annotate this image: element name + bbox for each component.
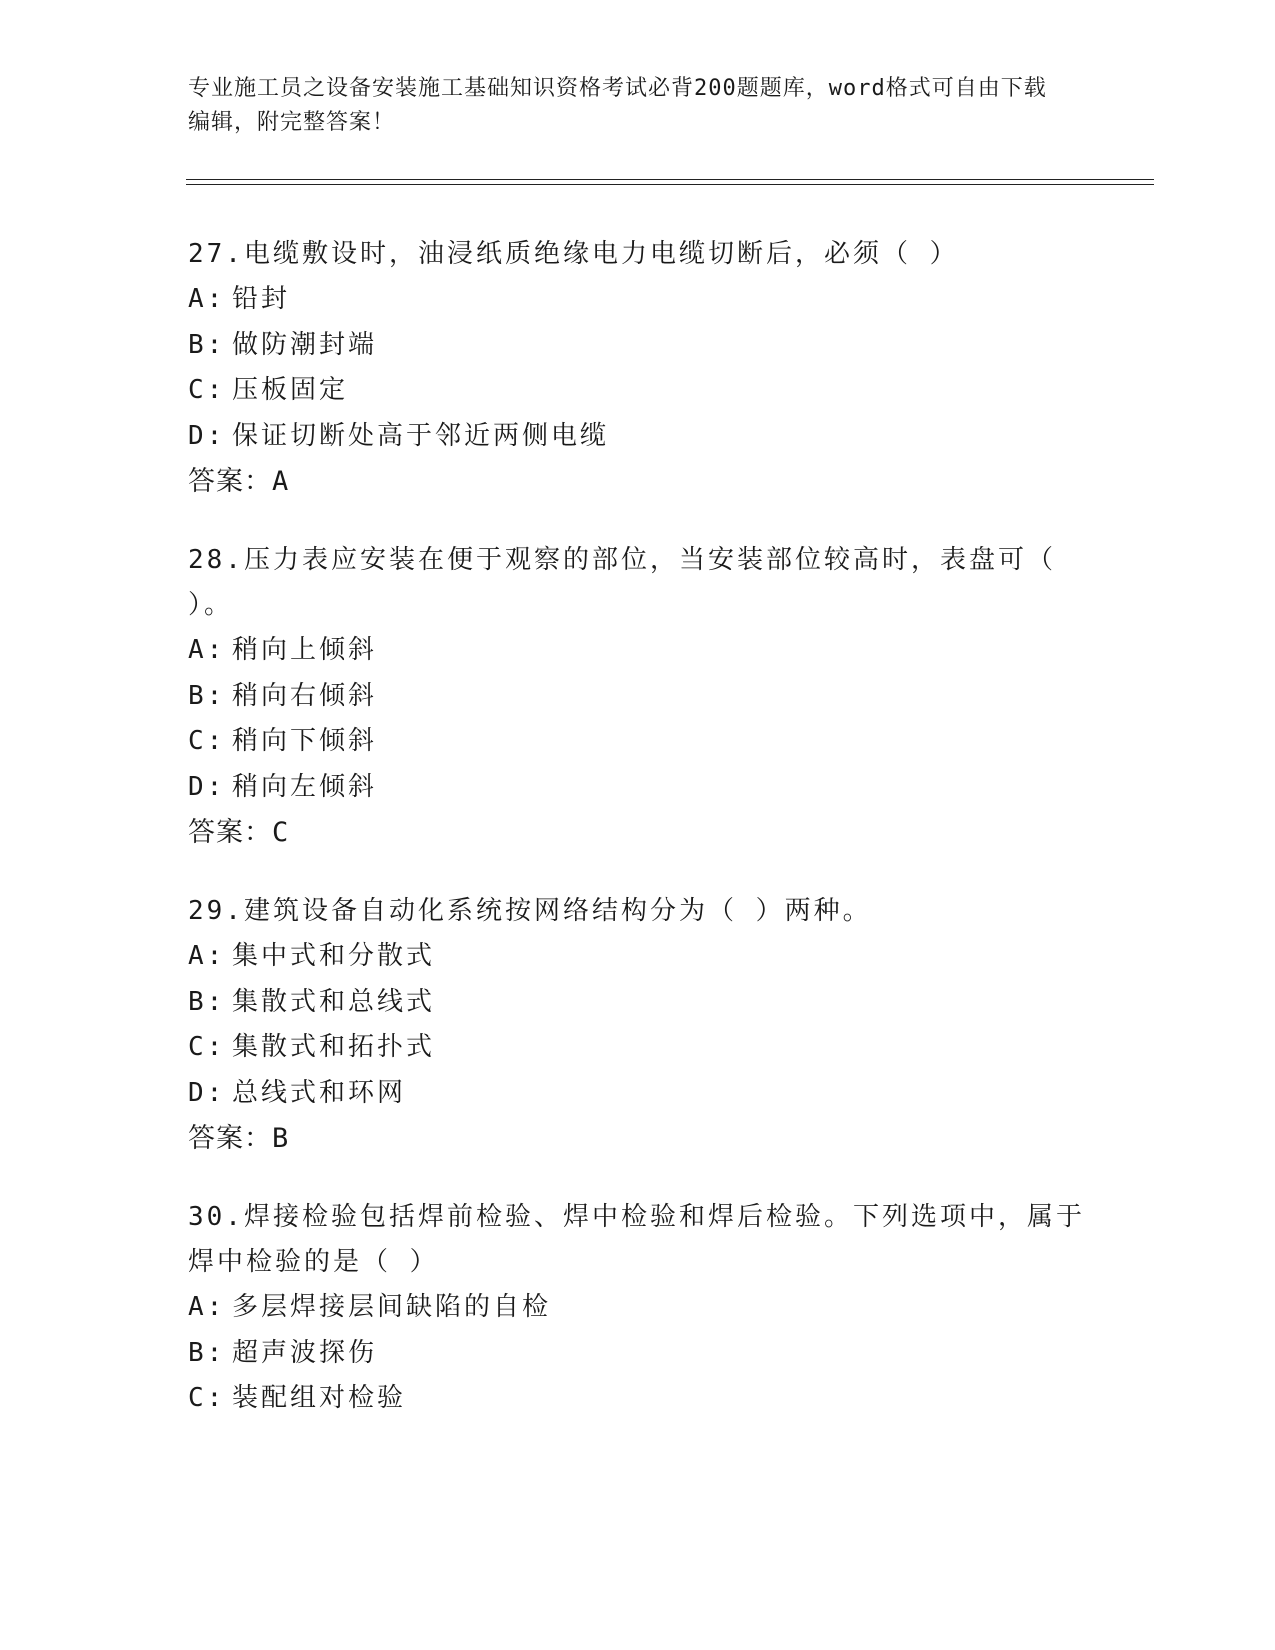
option-text: 稍向左倾斜 xyxy=(232,771,378,802)
option-a xyxy=(188,934,1088,980)
option-text: 多层焊接层间缺陷的自检 xyxy=(232,1292,552,1322)
answer-value: C xyxy=(272,817,290,848)
question-27 xyxy=(188,232,1088,504)
option-key: A: xyxy=(188,635,226,665)
question-text: 27.电缆敷设时，油浸纸质绝缘电力电缆切断后，必须（ ） xyxy=(188,239,959,269)
option-key: D: xyxy=(188,771,226,802)
option-key: D: xyxy=(188,1077,226,1108)
answer-line xyxy=(188,1116,1088,1161)
question-text: 30.焊接检验包括焊前检验、焊中检验和焊后检验。下列选项中，属于焊中检验的是（ ） xyxy=(188,1202,1085,1277)
option-text: 稍向右倾斜 xyxy=(232,680,378,711)
option-b xyxy=(188,980,1088,1026)
option-key: A: xyxy=(188,1292,226,1322)
option-a xyxy=(188,628,1088,674)
option-b xyxy=(188,1331,1088,1377)
header-rule-top xyxy=(186,179,1154,180)
option-text: 铅封 xyxy=(232,284,291,314)
option-key: A: xyxy=(188,284,226,314)
option-d xyxy=(188,1071,1088,1117)
option-key: C: xyxy=(188,375,226,405)
option-d xyxy=(188,765,1088,811)
option-key: D: xyxy=(188,420,226,451)
option-c xyxy=(188,719,1088,765)
answer-line xyxy=(188,810,1088,855)
option-d xyxy=(188,414,1088,460)
answer-line xyxy=(188,459,1088,504)
option-b xyxy=(188,674,1088,720)
option-text: 集散式和拓扑式 xyxy=(232,1032,436,1062)
option-key: A: xyxy=(188,941,226,971)
option-text: 超声波探伤 xyxy=(232,1337,378,1368)
answer-label: 答案： xyxy=(188,817,272,848)
answer-label: 答案： xyxy=(188,1123,272,1154)
option-text: 稍向上倾斜 xyxy=(232,635,378,665)
option-text: 保证切断处高于邻近两侧电缆 xyxy=(232,420,610,451)
option-key: B: xyxy=(188,680,226,711)
option-key: C: xyxy=(188,1032,226,1062)
option-a xyxy=(188,1285,1088,1331)
answer-label: 答案： xyxy=(188,466,272,497)
answer-value: B xyxy=(272,1123,290,1154)
option-key: C: xyxy=(188,1383,226,1413)
option-key: B: xyxy=(188,1337,226,1368)
option-c xyxy=(188,1025,1088,1071)
option-text: 集中式和分散式 xyxy=(232,941,436,971)
answer-value: A xyxy=(272,466,290,497)
option-a xyxy=(188,277,1088,323)
option-text: 做防潮封端 xyxy=(232,329,378,360)
option-text: 装配组对检验 xyxy=(232,1383,407,1413)
header-rule-bottom xyxy=(186,184,1154,185)
option-text: 压板固定 xyxy=(232,375,349,405)
option-key: B: xyxy=(188,329,226,360)
question-text: 28.压力表应安装在便于观察的部位，当安装部位较高时，表盘可（ ）。 xyxy=(188,545,1056,620)
question-list xyxy=(188,232,1088,1456)
option-b xyxy=(188,323,1088,369)
option-key: C: xyxy=(188,726,226,756)
question-29 xyxy=(188,889,1088,1161)
question-30 xyxy=(188,1195,1088,1422)
document-header: 专业施工员之设备安装施工基础知识资格考试必背200题题库，word格式可自由下载编辑，附完整答案！ xyxy=(188,76,1047,135)
question-text: 29.建筑设备自动化系统按网络结构分为（ ）两种。 xyxy=(188,896,872,926)
question-28 xyxy=(188,538,1088,855)
option-text: 总线式和环网 xyxy=(232,1077,407,1108)
option-c xyxy=(188,368,1088,414)
option-key: B: xyxy=(188,986,226,1017)
option-text: 稍向下倾斜 xyxy=(232,726,378,756)
option-c xyxy=(188,1376,1088,1422)
option-text: 集散式和总线式 xyxy=(232,986,436,1017)
